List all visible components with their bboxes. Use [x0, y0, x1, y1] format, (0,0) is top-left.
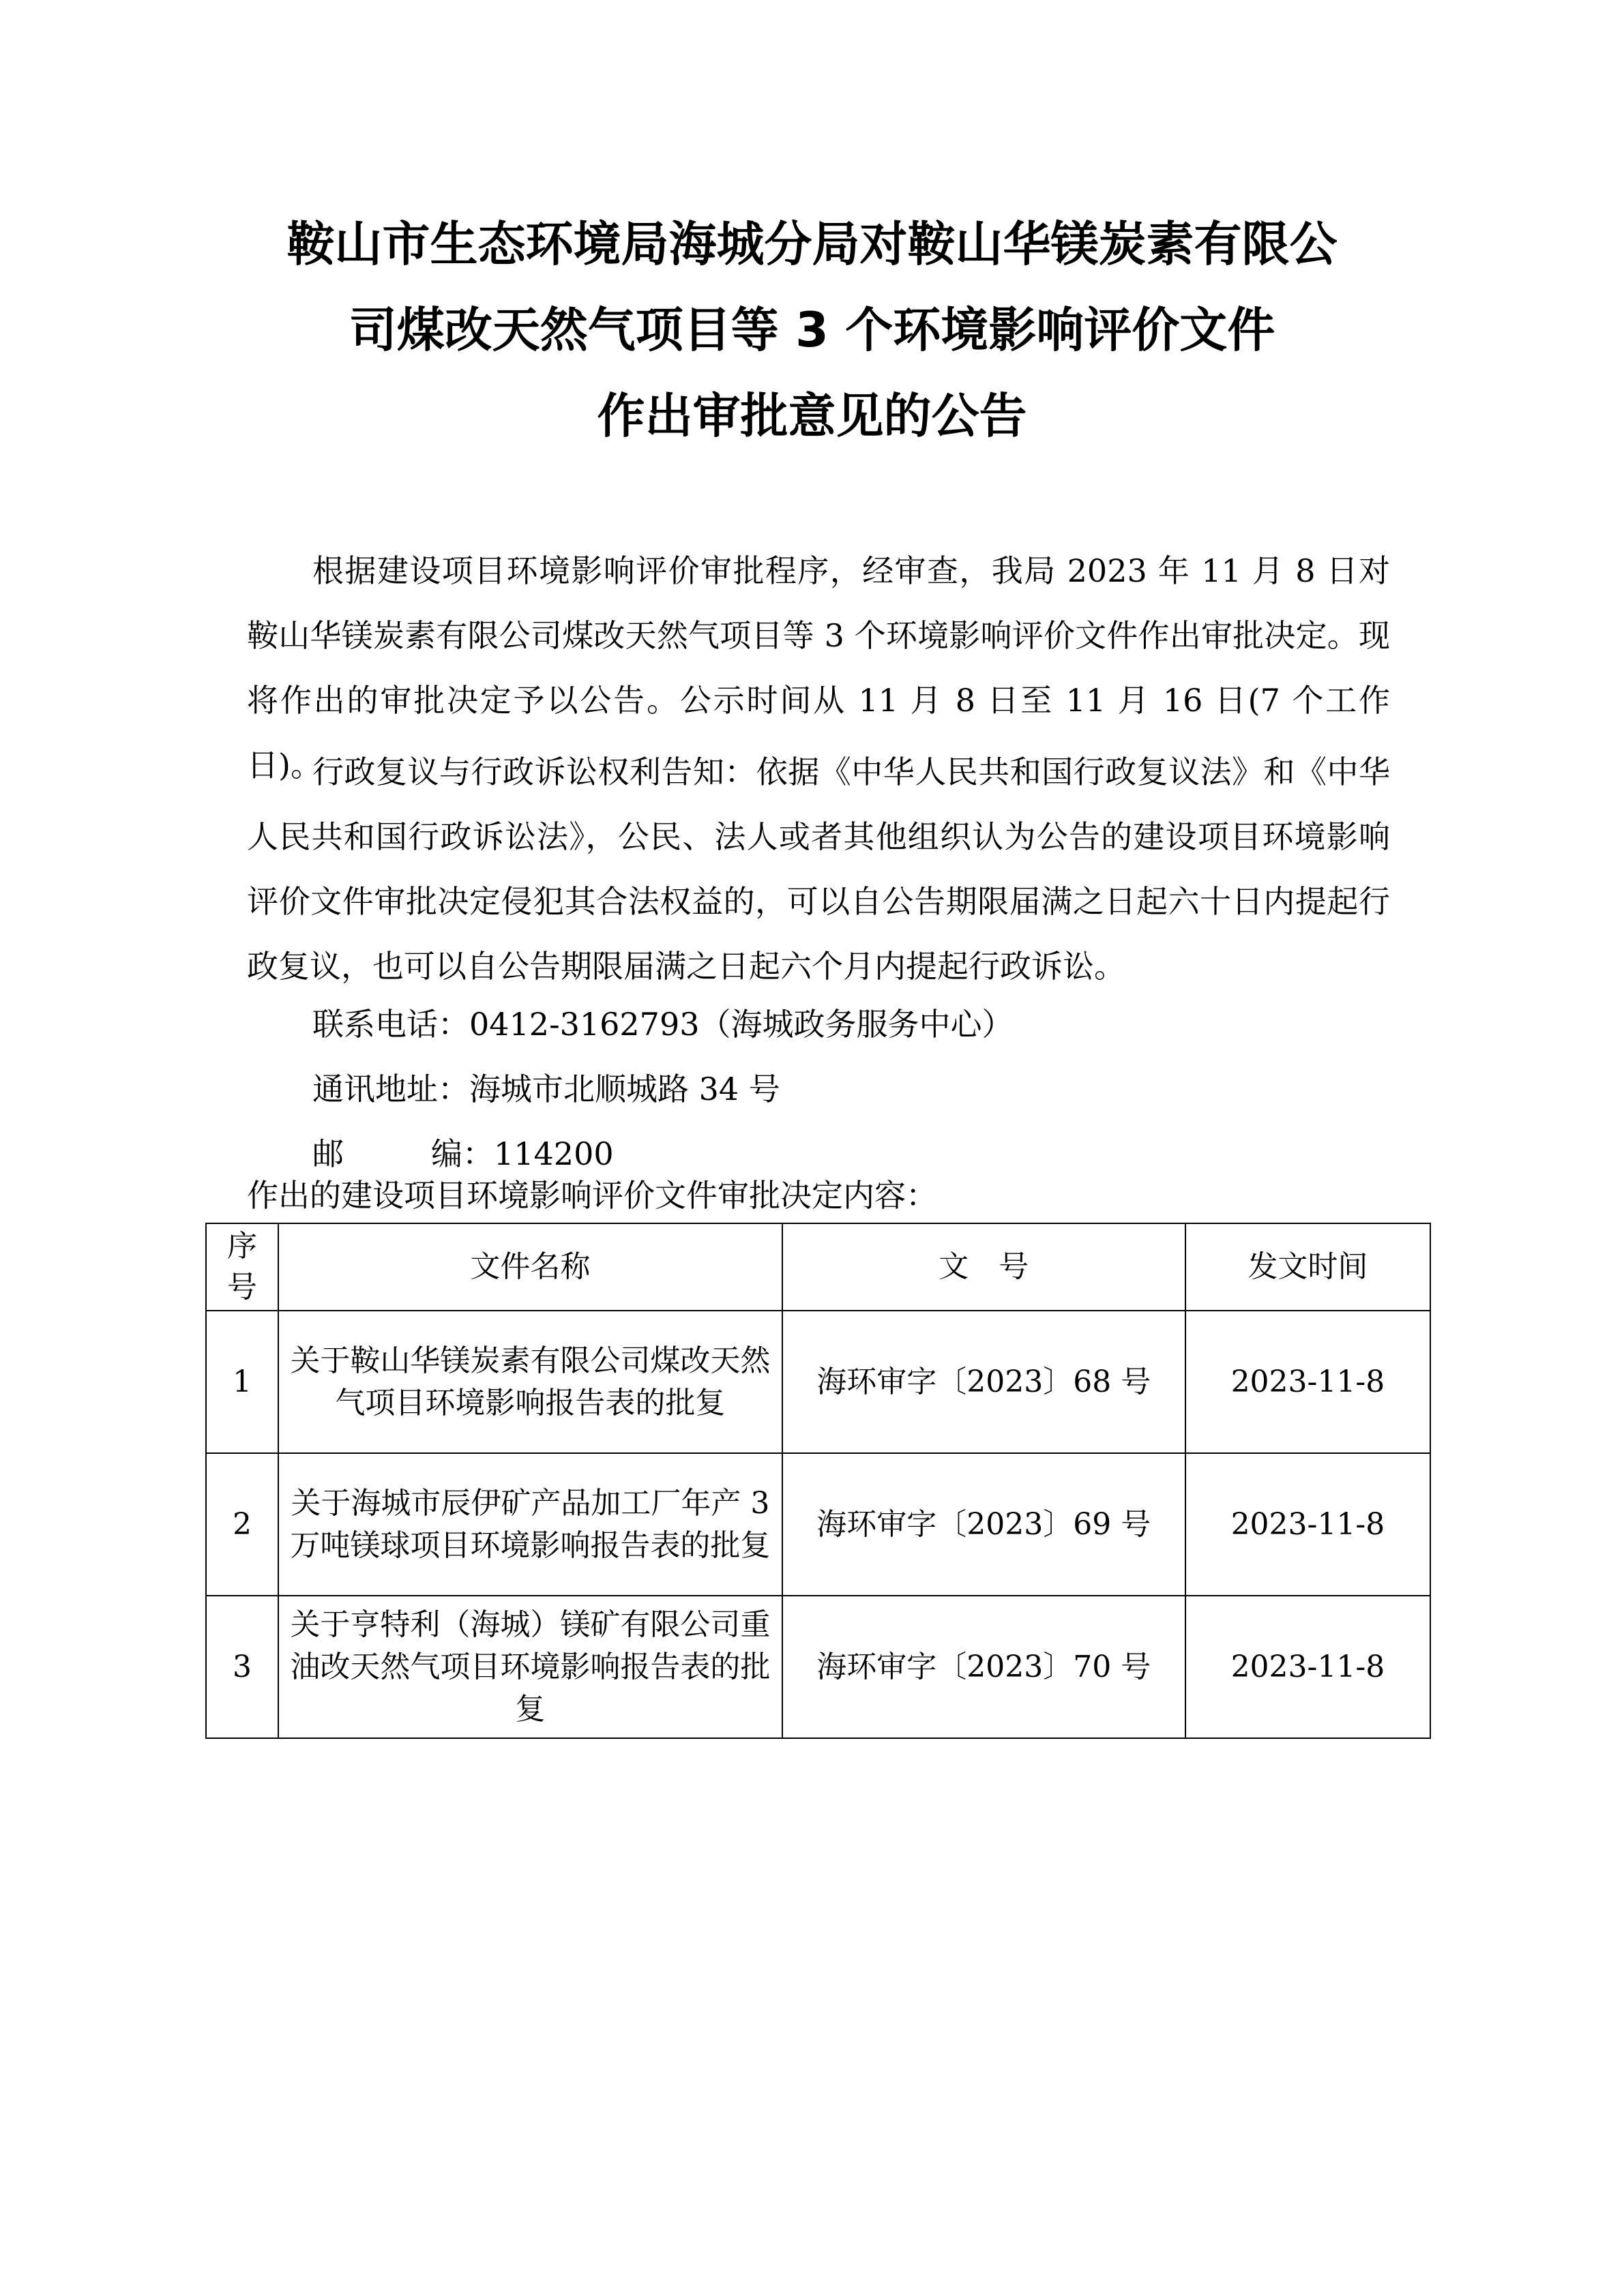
- contact-postal-value: 114200: [494, 1135, 614, 1172]
- row-doc-number: 海环审字〔2023〕68 号: [782, 1311, 1185, 1453]
- header-seq: [206, 1223, 278, 1311]
- row-name: 关于海城市辰伊矿产品加工厂年产 3 万吨镁球项目环境影响报告表的批复: [278, 1453, 782, 1596]
- row-name: 关于鞍山华镁炭素有限公司煤改天然气项目环境影响报告表的批复: [278, 1311, 782, 1453]
- table-intro: 作出的建设项目环境影响评价文件审批决定内容：: [247, 1177, 937, 1214]
- row-seq: 3: [206, 1596, 278, 1738]
- row-doc-number: 海环审字〔2023〕69 号: [782, 1453, 1185, 1596]
- row-doc-number: 海环审字〔2023〕70 号: [782, 1596, 1185, 1738]
- header-seq-label: 序号: [227, 1228, 258, 1304]
- contact-address-value: 海城市北顺城路 34 号: [469, 1071, 780, 1107]
- table-row: [206, 1596, 1430, 1738]
- row-seq: 2: [206, 1453, 278, 1596]
- approval-paragraph-text: 根据建设项目环境影响评价审批程序，经审查，我局 2023 年 11 月 8 日对鞍山华镁炭素有限公司煤改天然气项目等 3 个环境影响评价文件作出审批决定。现将作出的审批决定予以公告。公示时间从 11 月 8 日至 11 月 16 日(7 个工作日)。: [247, 552, 1390, 784]
- contact-phone-label: 联系电话：: [312, 1006, 469, 1043]
- header-name: 文件名称: [278, 1223, 782, 1311]
- row-name: 关于亨特利（海城）镁矿有限公司重油改天然气项目环境影响报告表的批复: [278, 1596, 782, 1738]
- header-doc-number: 文 号: [782, 1223, 1185, 1311]
- table-header-row: [206, 1223, 1430, 1311]
- contact-postal-colon: ：: [462, 1135, 494, 1172]
- contact-address: [312, 1057, 780, 1122]
- row-date: 2023-11-8: [1185, 1453, 1430, 1596]
- rights-notice-paragraph: [247, 740, 1390, 999]
- table-row: [206, 1453, 1430, 1596]
- contact-phone-value: 0412-3162793（海城政务服务中心）: [469, 1006, 1014, 1043]
- header-date: 发文时间: [1185, 1223, 1430, 1311]
- contact-phone: [312, 992, 1013, 1057]
- title-line-2: 司煤改天然气项目等 3 个环境影响评价文件: [349, 302, 1275, 358]
- page-title: [0, 201, 1624, 459]
- title-line-1: 鞍山市生态环境局海城分局对鞍山华镁炭素有限公: [286, 216, 1338, 272]
- row-date: 2023-11-8: [1185, 1596, 1430, 1738]
- contact-postal-label: 邮编: [312, 1135, 462, 1172]
- contact-address-label: 通讯地址：: [312, 1071, 469, 1107]
- decisions-table: [205, 1223, 1431, 1739]
- rights-notice-text: 行政复议与行政诉讼权利告知：依据《中华人民共和国行政复议法》和《中华人民共和国行政诉讼法》，公民、法人或者其他组织认为公告的建设项目环境影响评价文件审批决定侵犯其合法权益的，可以自公告期限届满之日起六十日内提起行政复议，也可以自公告期限届满之日起六个月内提起行政诉讼。: [247, 754, 1390, 985]
- table-row: [206, 1311, 1430, 1453]
- row-seq: 1: [206, 1311, 278, 1453]
- row-date: 2023-11-8: [1185, 1311, 1430, 1453]
- title-line-3: 作出审批意见的公告: [597, 388, 1027, 444]
